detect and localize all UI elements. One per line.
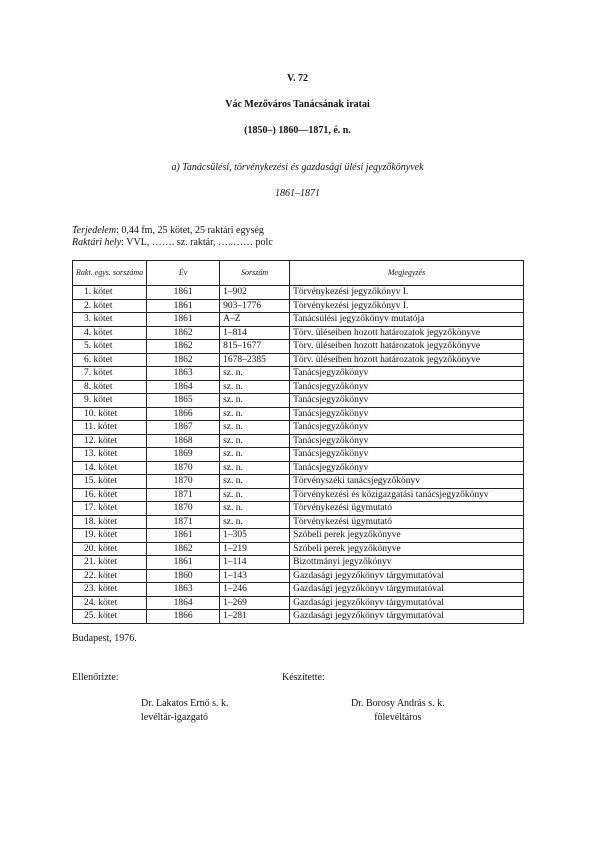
cell-unit-number: 23. kötet [73, 583, 147, 597]
location-value: : VVL, ……. sz. raktár, …..…… polc [121, 237, 273, 248]
cell-remark: Tanácsülési jegyzőkönyv mutatója [290, 313, 524, 327]
table-row [73, 313, 524, 327]
table-row [73, 569, 524, 583]
header-unit-number: Rakt. egys. sorszáma [73, 261, 147, 286]
cell-serial: 1–246 [220, 583, 290, 597]
cell-remark: Gazdasági jegyzőkönyv tárgymutatóval [290, 610, 524, 624]
table-row [73, 461, 524, 475]
location-label: Raktári hely [72, 237, 122, 248]
cell-remark: Tanácsjegyzőkönyv [290, 367, 524, 381]
table-row [73, 353, 524, 367]
cell-unit-number: 11. kötet [73, 421, 147, 435]
cell-year: 1861 [147, 286, 220, 300]
cell-unit-number: 14. kötet [73, 461, 147, 475]
table-body [73, 286, 524, 624]
cell-remark: Tanácsjegyzőkönyv [290, 394, 524, 408]
cell-year: 1861 [147, 529, 220, 543]
cell-unit-number: 20. kötet [73, 542, 147, 556]
table-row [73, 502, 524, 516]
cell-year: 1870 [147, 475, 220, 489]
inventory-table [72, 260, 524, 624]
cell-serial: 815–1677 [220, 340, 290, 354]
table-row [73, 407, 524, 421]
cell-unit-number: 22. kötet [73, 569, 147, 583]
table-row [73, 475, 524, 489]
cell-remark: Törvénykezési ügymutató [290, 502, 524, 516]
cell-year: 1867 [147, 421, 220, 435]
cell-remark: Szóbeli perek jegyzőkönyve [290, 529, 524, 543]
cell-unit-number: 24. kötet [73, 596, 147, 610]
cell-remark: Törvénykezési ügymutató [290, 515, 524, 529]
cell-serial: sz. n. [220, 407, 290, 421]
table-row [73, 367, 524, 381]
cell-year: 1865 [147, 394, 220, 408]
cell-unit-number: 19. kötet [73, 529, 147, 543]
cell-year: 1860 [147, 569, 220, 583]
cell-serial: sz. n. [220, 488, 290, 502]
cell-unit-number: 1. kötet [73, 286, 147, 300]
cell-unit-number: 6. kötet [73, 353, 147, 367]
prepared-by-label: Készítette: [282, 672, 325, 683]
cell-year: 1863 [147, 583, 220, 597]
document-title: Vác Mezőváros Tanácsának iratai [225, 99, 370, 110]
cell-serial: sz. n. [220, 461, 290, 475]
header-serial: Sorszám [220, 261, 290, 286]
cell-remark: Tanácsjegyzőkönyv [290, 461, 524, 475]
cell-unit-number: 21. kötet [73, 556, 147, 570]
cell-year: 1868 [147, 434, 220, 448]
table-row [73, 488, 524, 502]
cell-unit-number: 13. kötet [73, 448, 147, 462]
cell-year: 1864 [147, 596, 220, 610]
cell-serial: sz. n. [220, 380, 290, 394]
cell-year: 1862 [147, 353, 220, 367]
cell-serial: A–Z [220, 313, 290, 327]
cell-remark: Törv. üléseiben hozott határozatok jegyzőkönyve [290, 326, 524, 340]
cell-unit-number: 17. kötet [73, 502, 147, 516]
series-date-range: 1861–1871 [275, 188, 320, 199]
cell-year: 1866 [147, 407, 220, 421]
header-remark: Megjegyzés [290, 261, 524, 286]
cell-year: 1871 [147, 488, 220, 502]
cell-serial: 1–814 [220, 326, 290, 340]
cell-remark: Tanácsjegyzőkönyv [290, 380, 524, 394]
table-row [73, 380, 524, 394]
table-row [73, 542, 524, 556]
header-year: Év [147, 261, 220, 286]
extent-label: Terjedelem [72, 225, 117, 236]
cell-remark: Törvénykezési jegyzőkönyv I. [290, 299, 524, 313]
cell-year: 1862 [147, 340, 220, 354]
cell-serial: sz. n. [220, 475, 290, 489]
cell-remark: Törvényszéki tanácsjegyzőkönyv [290, 475, 524, 489]
table-header-row [73, 261, 524, 286]
cell-year: 1871 [147, 515, 220, 529]
cell-unit-number: 9. kötet [73, 394, 147, 408]
cell-remark: Szóbeli perek jegyzőkönyve [290, 542, 524, 556]
cell-remark: Tanácsjegyzőkönyv [290, 434, 524, 448]
cell-remark: Tanácsjegyzőkönyv [290, 448, 524, 462]
cell-unit-number: 12. kötet [73, 434, 147, 448]
cell-unit-number: 5. kötet [73, 340, 147, 354]
table-row [73, 556, 524, 570]
cell-year: 1863 [147, 367, 220, 381]
cell-remark: Gazdasági jegyzőkönyv tárgymutatóval [290, 583, 524, 597]
cell-unit-number: 18. kötet [73, 515, 147, 529]
cell-serial: 1–305 [220, 529, 290, 543]
extent-value: : 0,44 fm, 25 kötet, 25 raktári egység [116, 225, 264, 236]
cell-year: 1861 [147, 313, 220, 327]
date-range: (1850–) 1860—1871, é. n. [244, 125, 351, 136]
table-row [73, 515, 524, 529]
signature-preparer [351, 697, 445, 725]
cell-year: 1862 [147, 326, 220, 340]
table-row [73, 596, 524, 610]
table-row [73, 583, 524, 597]
cell-serial: 1–114 [220, 556, 290, 570]
cell-unit-number: 10. kötet [73, 407, 147, 421]
table-row [73, 529, 524, 543]
cell-year: 1864 [147, 380, 220, 394]
cell-remark: Törvénykezési jegyzőkönyv I. [290, 286, 524, 300]
cell-serial: sz. n. [220, 515, 290, 529]
cell-year: 1869 [147, 448, 220, 462]
cell-serial: 1–219 [220, 542, 290, 556]
cell-year: 1861 [147, 556, 220, 570]
cell-remark: Törvénykezési és közigazgatási tanácsjegyzőkönyv [290, 488, 524, 502]
checker-name: Dr. Lakatos Ernő s. k. [141, 698, 229, 709]
extent-line [72, 225, 264, 236]
cell-serial: sz. n. [220, 394, 290, 408]
table-row [73, 394, 524, 408]
cell-year: 1870 [147, 461, 220, 475]
cell-unit-number: 25. kötet [73, 610, 147, 624]
cell-serial: 1678–2385 [220, 353, 290, 367]
table-row [73, 421, 524, 435]
cell-remark: Tanácsjegyzőkönyv [290, 421, 524, 435]
cell-serial: 1–269 [220, 596, 290, 610]
cell-unit-number: 4. kötet [73, 326, 147, 340]
cell-unit-number: 15. kötet [73, 475, 147, 489]
cell-year: 1861 [147, 299, 220, 313]
table-row [73, 434, 524, 448]
checked-by-label: Ellenőrizte: [72, 672, 119, 683]
cell-remark: Gazdasági jegyzőkönyv tárgymutatóval [290, 569, 524, 583]
cell-serial: sz. n. [220, 421, 290, 435]
cell-remark: Tanácsjegyzőkönyv [290, 407, 524, 421]
cell-serial: 1–281 [220, 610, 290, 624]
cell-serial: sz. n. [220, 434, 290, 448]
cell-unit-number: 8. kötet [73, 380, 147, 394]
series-subtitle: a) Tanácsülési, törvénykezési és gazdasági ülési jegyzőkönyvek [171, 162, 424, 173]
cell-serial: 903–1776 [220, 299, 290, 313]
cell-serial: 1–143 [220, 569, 290, 583]
signature-checker [141, 697, 229, 725]
cell-unit-number: 16. kötet [73, 488, 147, 502]
table-row [73, 340, 524, 354]
cell-year: 1866 [147, 610, 220, 624]
cell-year: 1870 [147, 502, 220, 516]
checker-title: levéltár-igazgató [141, 712, 208, 723]
cell-unit-number: 3. kötet [73, 313, 147, 327]
cell-remark: Gazdasági jegyzőkönyv tárgymutatóval [290, 596, 524, 610]
cell-serial: sz. n. [220, 448, 290, 462]
cell-serial: sz. n. [220, 502, 290, 516]
cell-remark: Bizottmányi jegyzőkönyv [290, 556, 524, 570]
cell-remark: Törv. üléseiben hozott határozatok jegyzőkönyve [290, 340, 524, 354]
table-row [73, 286, 524, 300]
record-group-code: V. 72 [287, 73, 308, 84]
preparer-title: főlevéltáros [374, 712, 422, 723]
preparer-name: Dr. Borosy András s. k. [351, 698, 445, 709]
cell-remark: Törv. üléseiben hozott határozatok jegyzőkönyve [290, 353, 524, 367]
cell-unit-number: 2. kötet [73, 299, 147, 313]
table-row [73, 448, 524, 462]
place-date: Budapest, 1976. [72, 633, 137, 644]
table-row [73, 326, 524, 340]
table-row [73, 299, 524, 313]
cell-year: 1862 [147, 542, 220, 556]
location-line [72, 237, 273, 248]
cell-unit-number: 7. kötet [73, 367, 147, 381]
cell-serial: sz. n. [220, 367, 290, 381]
table-row [73, 610, 524, 624]
cell-serial: 1–902 [220, 286, 290, 300]
